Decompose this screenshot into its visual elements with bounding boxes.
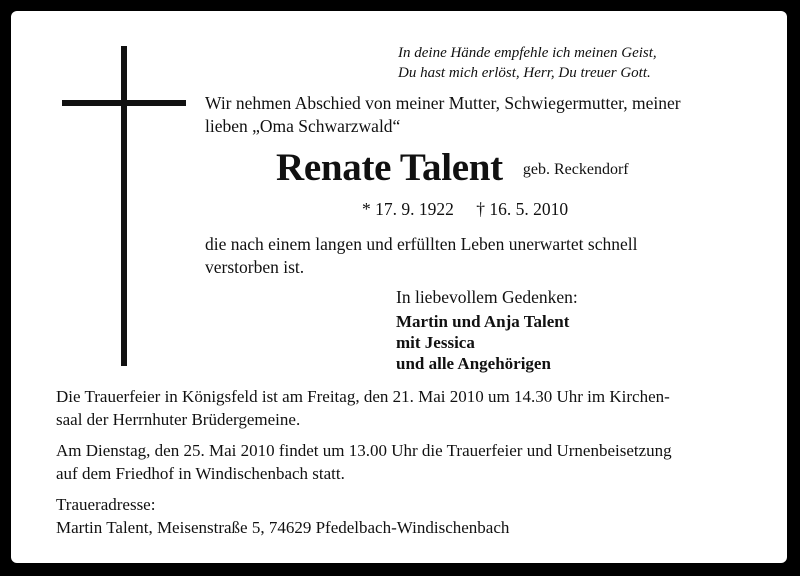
family-signatures	[396, 311, 569, 374]
mourning-address	[56, 493, 509, 539]
deceased-name: Renate Talent	[276, 146, 503, 189]
passing-line-2: verstorben ist.	[205, 257, 305, 277]
cross-bar	[62, 100, 186, 106]
burial-info	[56, 439, 672, 485]
family-line: und alle Angehörigen	[396, 354, 551, 373]
birth-date: * 17. 9. 1922	[362, 199, 454, 219]
service-line-1: Die Trauerfeier in Königsfeld ist am Freitag, den 21. Mai 2010 um 14.30 Uhr im Kirchen-	[56, 387, 670, 406]
service-info	[56, 385, 670, 431]
family-line: mit Jessica	[396, 333, 475, 352]
passing-text	[205, 233, 637, 279]
bible-quote	[398, 43, 657, 83]
service-line-2: saal der Herrnhuter Brüdergemeine.	[56, 410, 301, 429]
quote-line-1: In deine Hände empfehle ich meinen Geist,	[398, 45, 657, 61]
intro-line-1: Wir nehmen Abschied von meiner Mutter, Schwiegermutter, meiner	[205, 93, 681, 113]
address-value: Martin Talent, Meisenstraße 5, 74629 Pfedelbach-Windischenbach	[56, 518, 510, 537]
death-date: † 16. 5. 2010	[476, 199, 569, 219]
passing-line-1: die nach einem langen und erfüllten Leben unerwartet schnell	[205, 234, 638, 254]
intro-line-2: lieben „Oma Schwarzwald“	[205, 116, 401, 136]
intro-text	[205, 92, 681, 138]
life-dates	[362, 198, 568, 221]
address-label: Traueradresse:	[56, 495, 156, 514]
family-line: Martin und Anja Talent	[396, 312, 570, 331]
cross-icon	[121, 46, 127, 366]
burial-line-1: Am Dienstag, den 25. Mai 2010 findet um 13.00 Uhr die Trauerfeier und Urnenbeisetzung	[56, 441, 672, 460]
quote-line-2: Du hast mich erlöst, Herr, Du treuer Gott.	[398, 65, 651, 81]
memory-heading: In liebevollem Gedenken:	[396, 287, 578, 307]
burial-line-2: auf dem Friedhof in Windischenbach statt.	[56, 464, 345, 483]
deceased-name-row	[276, 145, 629, 191]
maiden-name: geb. Reckendorf	[522, 161, 629, 178]
